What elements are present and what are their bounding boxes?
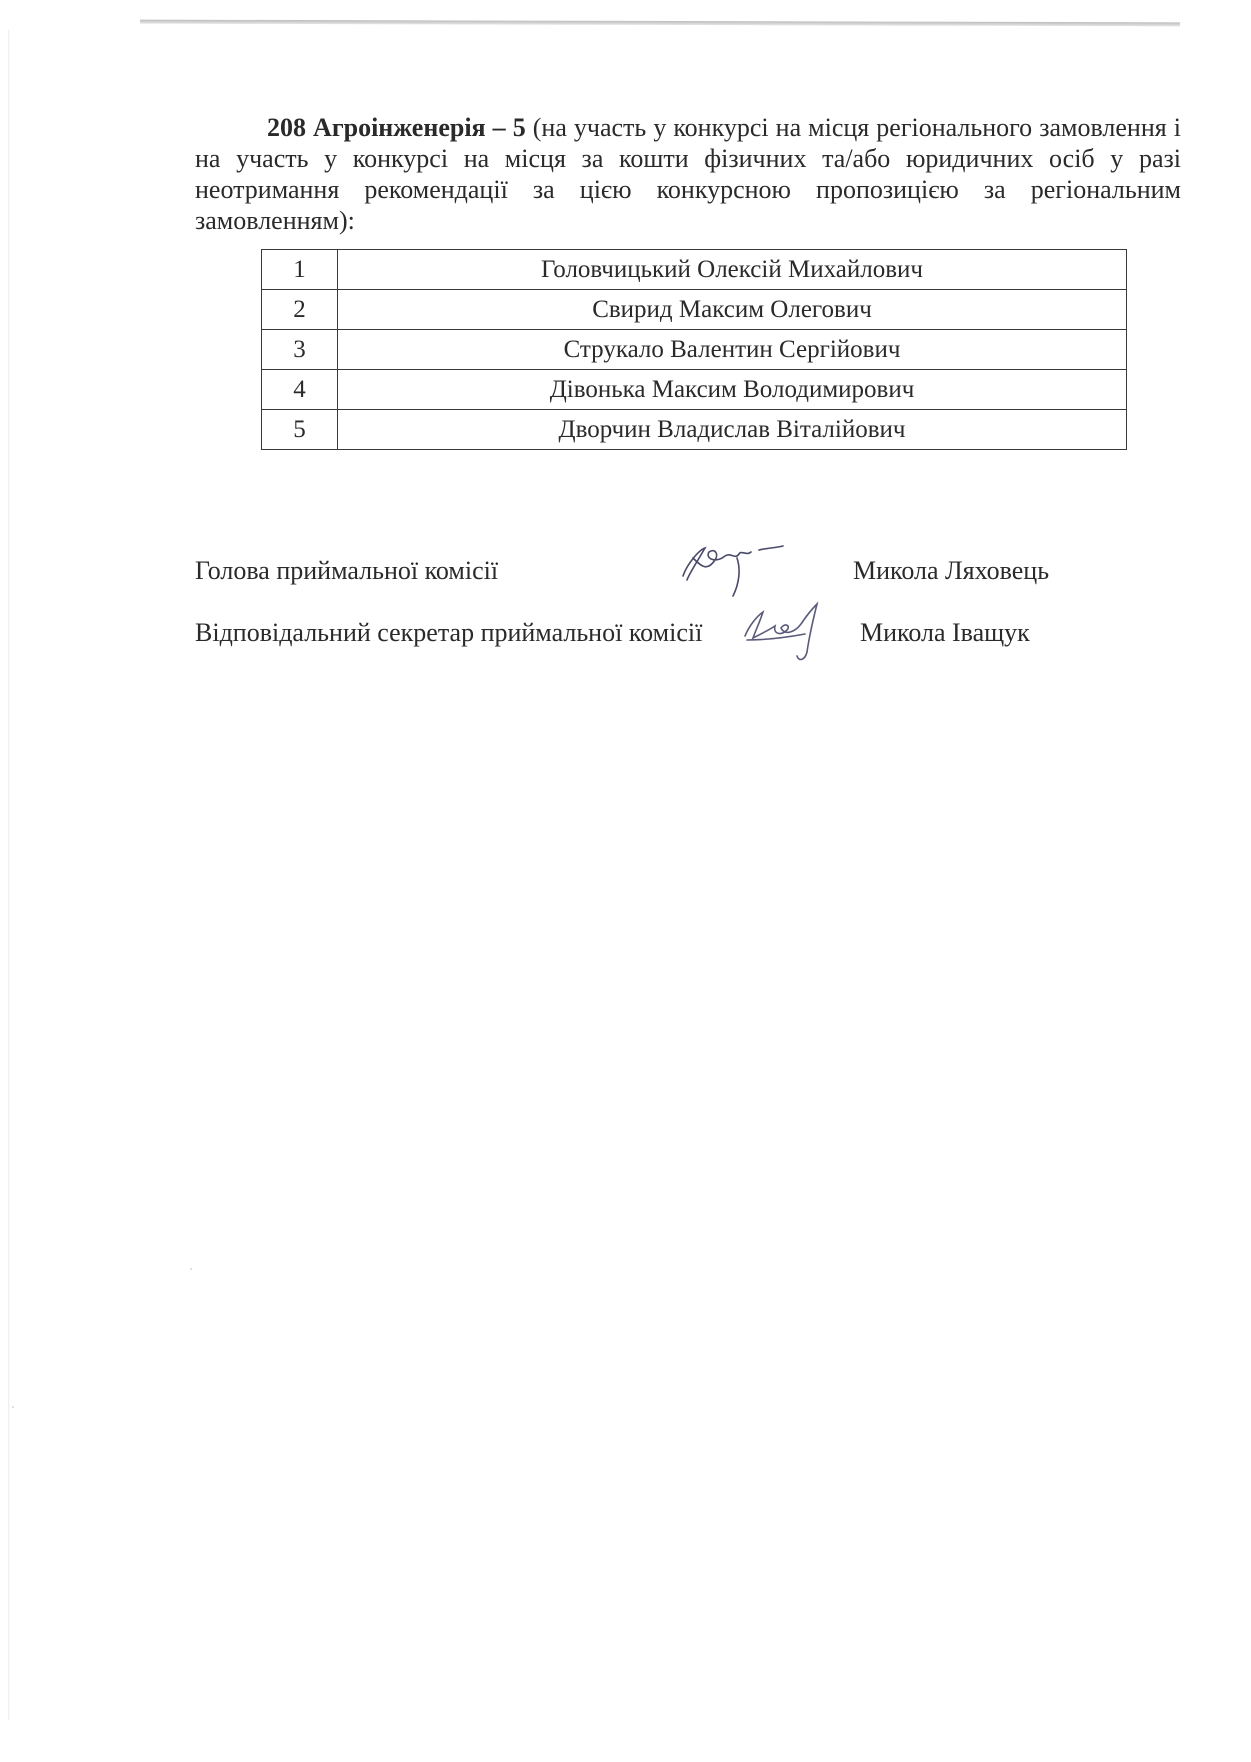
row-number: 3	[262, 330, 338, 370]
row-number: 1	[262, 250, 338, 290]
row-number: 2	[262, 290, 338, 330]
table-row	[262, 290, 1127, 330]
applicant-name: Свирид Максим Олегович	[338, 290, 1127, 330]
signature-line-secretary	[195, 600, 1181, 660]
scan-left-edge	[8, 30, 10, 1720]
section-code-title: 208 Агроінженерія – 5	[267, 113, 526, 142]
table-row	[262, 250, 1127, 290]
applicant-name: Дворчин Владислав Віталійович	[338, 410, 1127, 450]
section-description: (на участь у конкурсі на місця регіонального замовлення і на участь у конкурсі на місця за кошти фізичних та/або юридичних осіб у разі неотримання рекомендації за цією конкурсною пропозицією за регіональним замовленням):	[195, 113, 1181, 235]
document-page	[195, 112, 1181, 647]
row-number: 5	[262, 410, 338, 450]
scan-speck	[190, 1268, 192, 1270]
applicants-table	[261, 249, 1127, 450]
row-number: 4	[262, 370, 338, 410]
section-paragraph	[195, 112, 1181, 236]
applicant-name: Головчицький Олексій Михайлович	[338, 250, 1127, 290]
applicant-name: Струкало Валентин Сергійович	[338, 330, 1127, 370]
scan-top-edge	[140, 20, 1180, 27]
handwritten-signature-secretary	[735, 590, 835, 670]
scan-speck	[12, 1406, 14, 1408]
table-row	[262, 370, 1127, 410]
signature-line-chair	[195, 538, 1181, 598]
signatory-role: Відповідальний секретар приймальної комісії	[195, 618, 703, 647]
table-row	[262, 410, 1127, 450]
table-row	[262, 330, 1127, 370]
signatory-role: Голова приймальної комісії	[195, 556, 499, 585]
applicant-name: Дівонька Максим Володимирович	[338, 370, 1127, 410]
signatory-name: Микола Ляховець	[853, 556, 1050, 585]
signatory-name: Микола Іващук	[860, 618, 1030, 647]
